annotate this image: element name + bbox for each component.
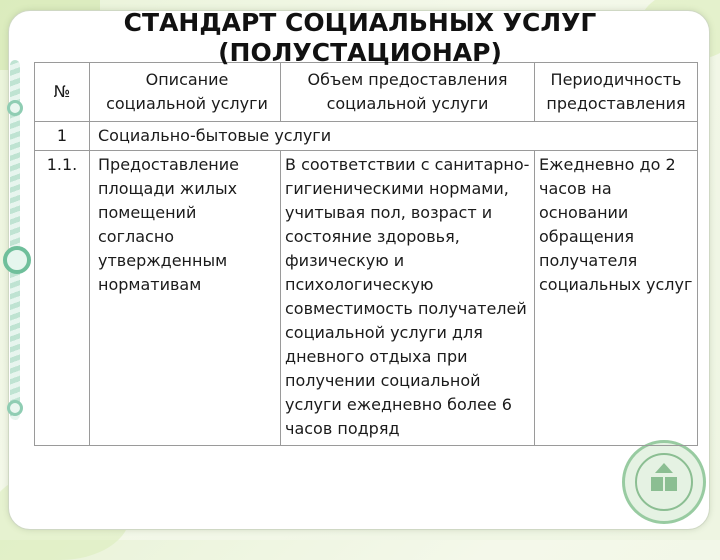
page-title: СТАНДАРТ СОЦИАЛЬНЫХ УСЛУГ (ПОЛУСТАЦИОНАР)	[123, 8, 597, 67]
rope-knot-icon	[7, 400, 23, 416]
table-row	[35, 151, 698, 446]
services-table	[34, 62, 698, 446]
header-number: №	[35, 63, 90, 122]
table-header-row	[35, 63, 698, 122]
row-description: Предоставление площади жилых помещений согласно утвержденным нормативам	[90, 151, 281, 446]
swirl-ornament-icon	[3, 246, 31, 274]
section-number: 1	[35, 122, 90, 151]
row-frequency: Ежедневно до 2 часов на основании обращения получателя социальных услуг	[535, 151, 698, 446]
header-frequency: Периодичность предоставления	[535, 63, 698, 122]
header-volume: Объем предоставления социальной услуги	[281, 63, 535, 122]
header-description: Описание социальной услуги	[90, 63, 281, 122]
rope-knot-icon	[7, 100, 23, 116]
section-label: Социально-бытовые услуги	[90, 122, 698, 151]
section-row	[35, 122, 698, 151]
organization-emblem-icon	[622, 440, 706, 524]
row-number: 1.1.	[35, 151, 90, 446]
row-volume: В соответствии с санитарно-гигиеническими нормами, учитывая пол, возраст и состояние здоровья, физическую и психологическую совместимость получателей социальной услуги для дневного отдыха при получении социальной услуги ежедневно более 6 часов подряд	[281, 151, 535, 446]
